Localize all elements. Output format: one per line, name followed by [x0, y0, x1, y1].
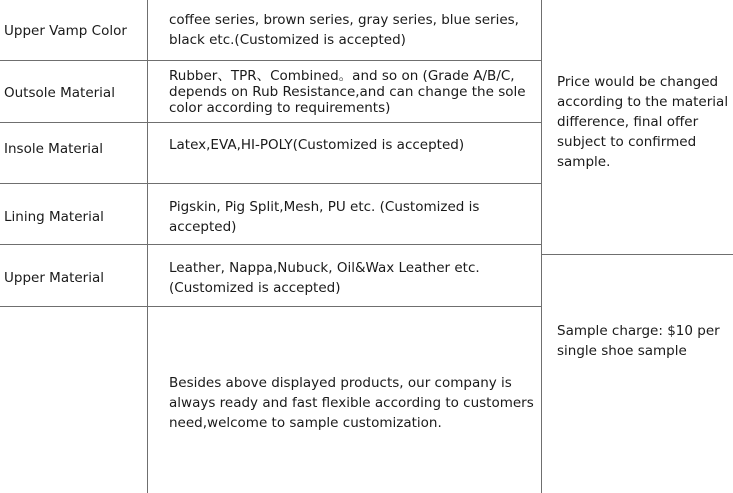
column-divider-1: [147, 0, 148, 493]
row-divider-3: [0, 183, 541, 184]
insole-material-value: Latex,EVA,HI-POLY(Customized is accepted): [169, 137, 465, 153]
row-divider-5: [0, 306, 541, 307]
outsole-material-label: Outsole Material: [4, 85, 115, 101]
row-divider-4: [0, 244, 541, 245]
upper-vamp-color-value: coffee series, brown series, gray series, blue series, black etc.(Customized is accepted): [169, 12, 519, 48]
lining-material-value: Pigskin, Pig Split,Mesh, PU etc. (Customized is accepted): [169, 199, 480, 235]
note-divider: [541, 254, 733, 255]
row-divider-1: [0, 60, 541, 61]
row-divider-2: [0, 122, 541, 123]
outsole-material-value: Rubber、TPR、Combined。and so on (Grade A/B/C, depends on Rub Resistance,and can change the sole color according to requirements): [169, 68, 526, 116]
price-note: Price would be changed according to the material difference, final offer subject to confirmed sample.: [557, 74, 729, 170]
column-divider-2: [541, 0, 542, 493]
upper-material-label: Upper Material: [4, 270, 105, 286]
insole-material-label: Insole Material: [4, 141, 104, 157]
lining-material-label: Lining Material: [4, 209, 104, 225]
sample-charge-note: Sample charge: $10 per single shoe sample: [557, 323, 720, 359]
upper-material-value: Leather, Nappa,Nubuck, Oil&Wax Leather etc. (Customized is accepted): [169, 260, 480, 296]
upper-vamp-color-label: Upper Vamp Color: [4, 23, 127, 39]
customization-note: Besides above displayed products, our company is always ready and fast flexible according to customers need,welcome to sample customization.: [169, 375, 534, 431]
